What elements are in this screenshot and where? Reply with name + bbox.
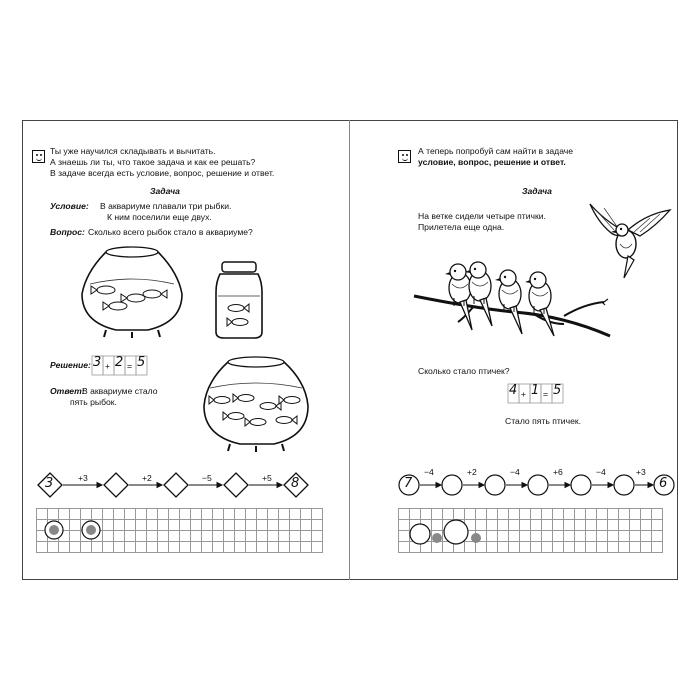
- condition-line-1: В аквариуме плавали три рыбки.: [100, 201, 232, 211]
- right-question: Сколько стало птичек?: [418, 366, 510, 376]
- left-chain-op-3: −5: [202, 473, 212, 483]
- solution-plus: +: [105, 361, 111, 371]
- right-answer: Стало пять птичек.: [505, 416, 582, 426]
- answer-label: Ответ:: [50, 386, 85, 396]
- left-chain-op-4: +5: [262, 473, 272, 483]
- left-task-heading: Задача: [150, 186, 180, 196]
- aquarium-five-fish-illustration: [196, 354, 316, 454]
- left-chain-end: 8: [291, 476, 300, 491]
- left-grid-circles: [36, 508, 116, 552]
- answer-line-1: В аквариуме стало: [82, 386, 158, 396]
- right-chain-op-6: +3: [636, 467, 646, 477]
- solution-digit-1: 3: [93, 355, 102, 370]
- aquarium-three-fish-illustration: [76, 244, 188, 339]
- right-chain-op-1: −4: [424, 467, 434, 477]
- question-text: Сколько всего рыбок стало в аквариуме?: [88, 227, 253, 237]
- condition-label: Условие:: [50, 201, 89, 211]
- left-chain-op-1: +3: [78, 473, 88, 483]
- left-chain-start: 3: [45, 476, 54, 491]
- question-label: Вопрос:: [50, 227, 85, 237]
- solution-label: Решение:: [50, 360, 91, 370]
- answer-line-2: пять рыбок.: [70, 397, 117, 407]
- right-story-line-2: Прилетела еще одна.: [418, 222, 505, 232]
- solution-result: 5: [137, 355, 146, 370]
- right-solution-digit-1: 4: [509, 383, 518, 398]
- right-chain-end: 6: [659, 476, 668, 491]
- right-task-heading: Задача: [522, 186, 552, 196]
- left-intro-line-2: А знаешь ли ты, что такое задача и как ее решать?: [50, 157, 256, 167]
- jar-two-fish-illustration: [214, 262, 264, 340]
- right-chain-op-4: +6: [553, 467, 563, 477]
- smiley-face-icon: [398, 150, 411, 163]
- right-solution-digit-2: 1: [531, 383, 540, 398]
- right-solution-plus: +: [521, 389, 527, 399]
- right-intro-line: А теперь попробуй сам найти в задаче: [418, 146, 574, 156]
- right-solution-result: 5: [553, 383, 562, 398]
- right-chain-op-2: +2: [467, 467, 477, 477]
- left-intro-line-3: В задаче всегда есть условие, вопрос, решение и ответ.: [50, 168, 275, 178]
- right-grid-circles: [398, 508, 498, 552]
- right-chain-op-3: −4: [510, 467, 520, 477]
- right-chain-start: 7: [404, 476, 413, 491]
- right-story-line-1: На ветке сидели четыре птички.: [418, 211, 546, 221]
- right-intro-bold: условие, вопрос, решение и ответ.: [418, 157, 566, 167]
- right-solution-equals: =: [543, 389, 549, 399]
- solution-digit-2: 2: [115, 355, 124, 370]
- left-intro-line-1: Ты уже научился складывать и вычитать.: [50, 146, 216, 156]
- solution-equals: =: [127, 361, 133, 371]
- condition-line-2: К ним поселили еще двух.: [107, 212, 212, 222]
- right-chain-op-5: −4: [596, 467, 606, 477]
- left-chain-op-2: +2: [142, 473, 152, 483]
- smiley-face-icon: [32, 150, 45, 163]
- book-spine: [349, 120, 350, 580]
- birds-on-branch-illustration: [414, 260, 614, 340]
